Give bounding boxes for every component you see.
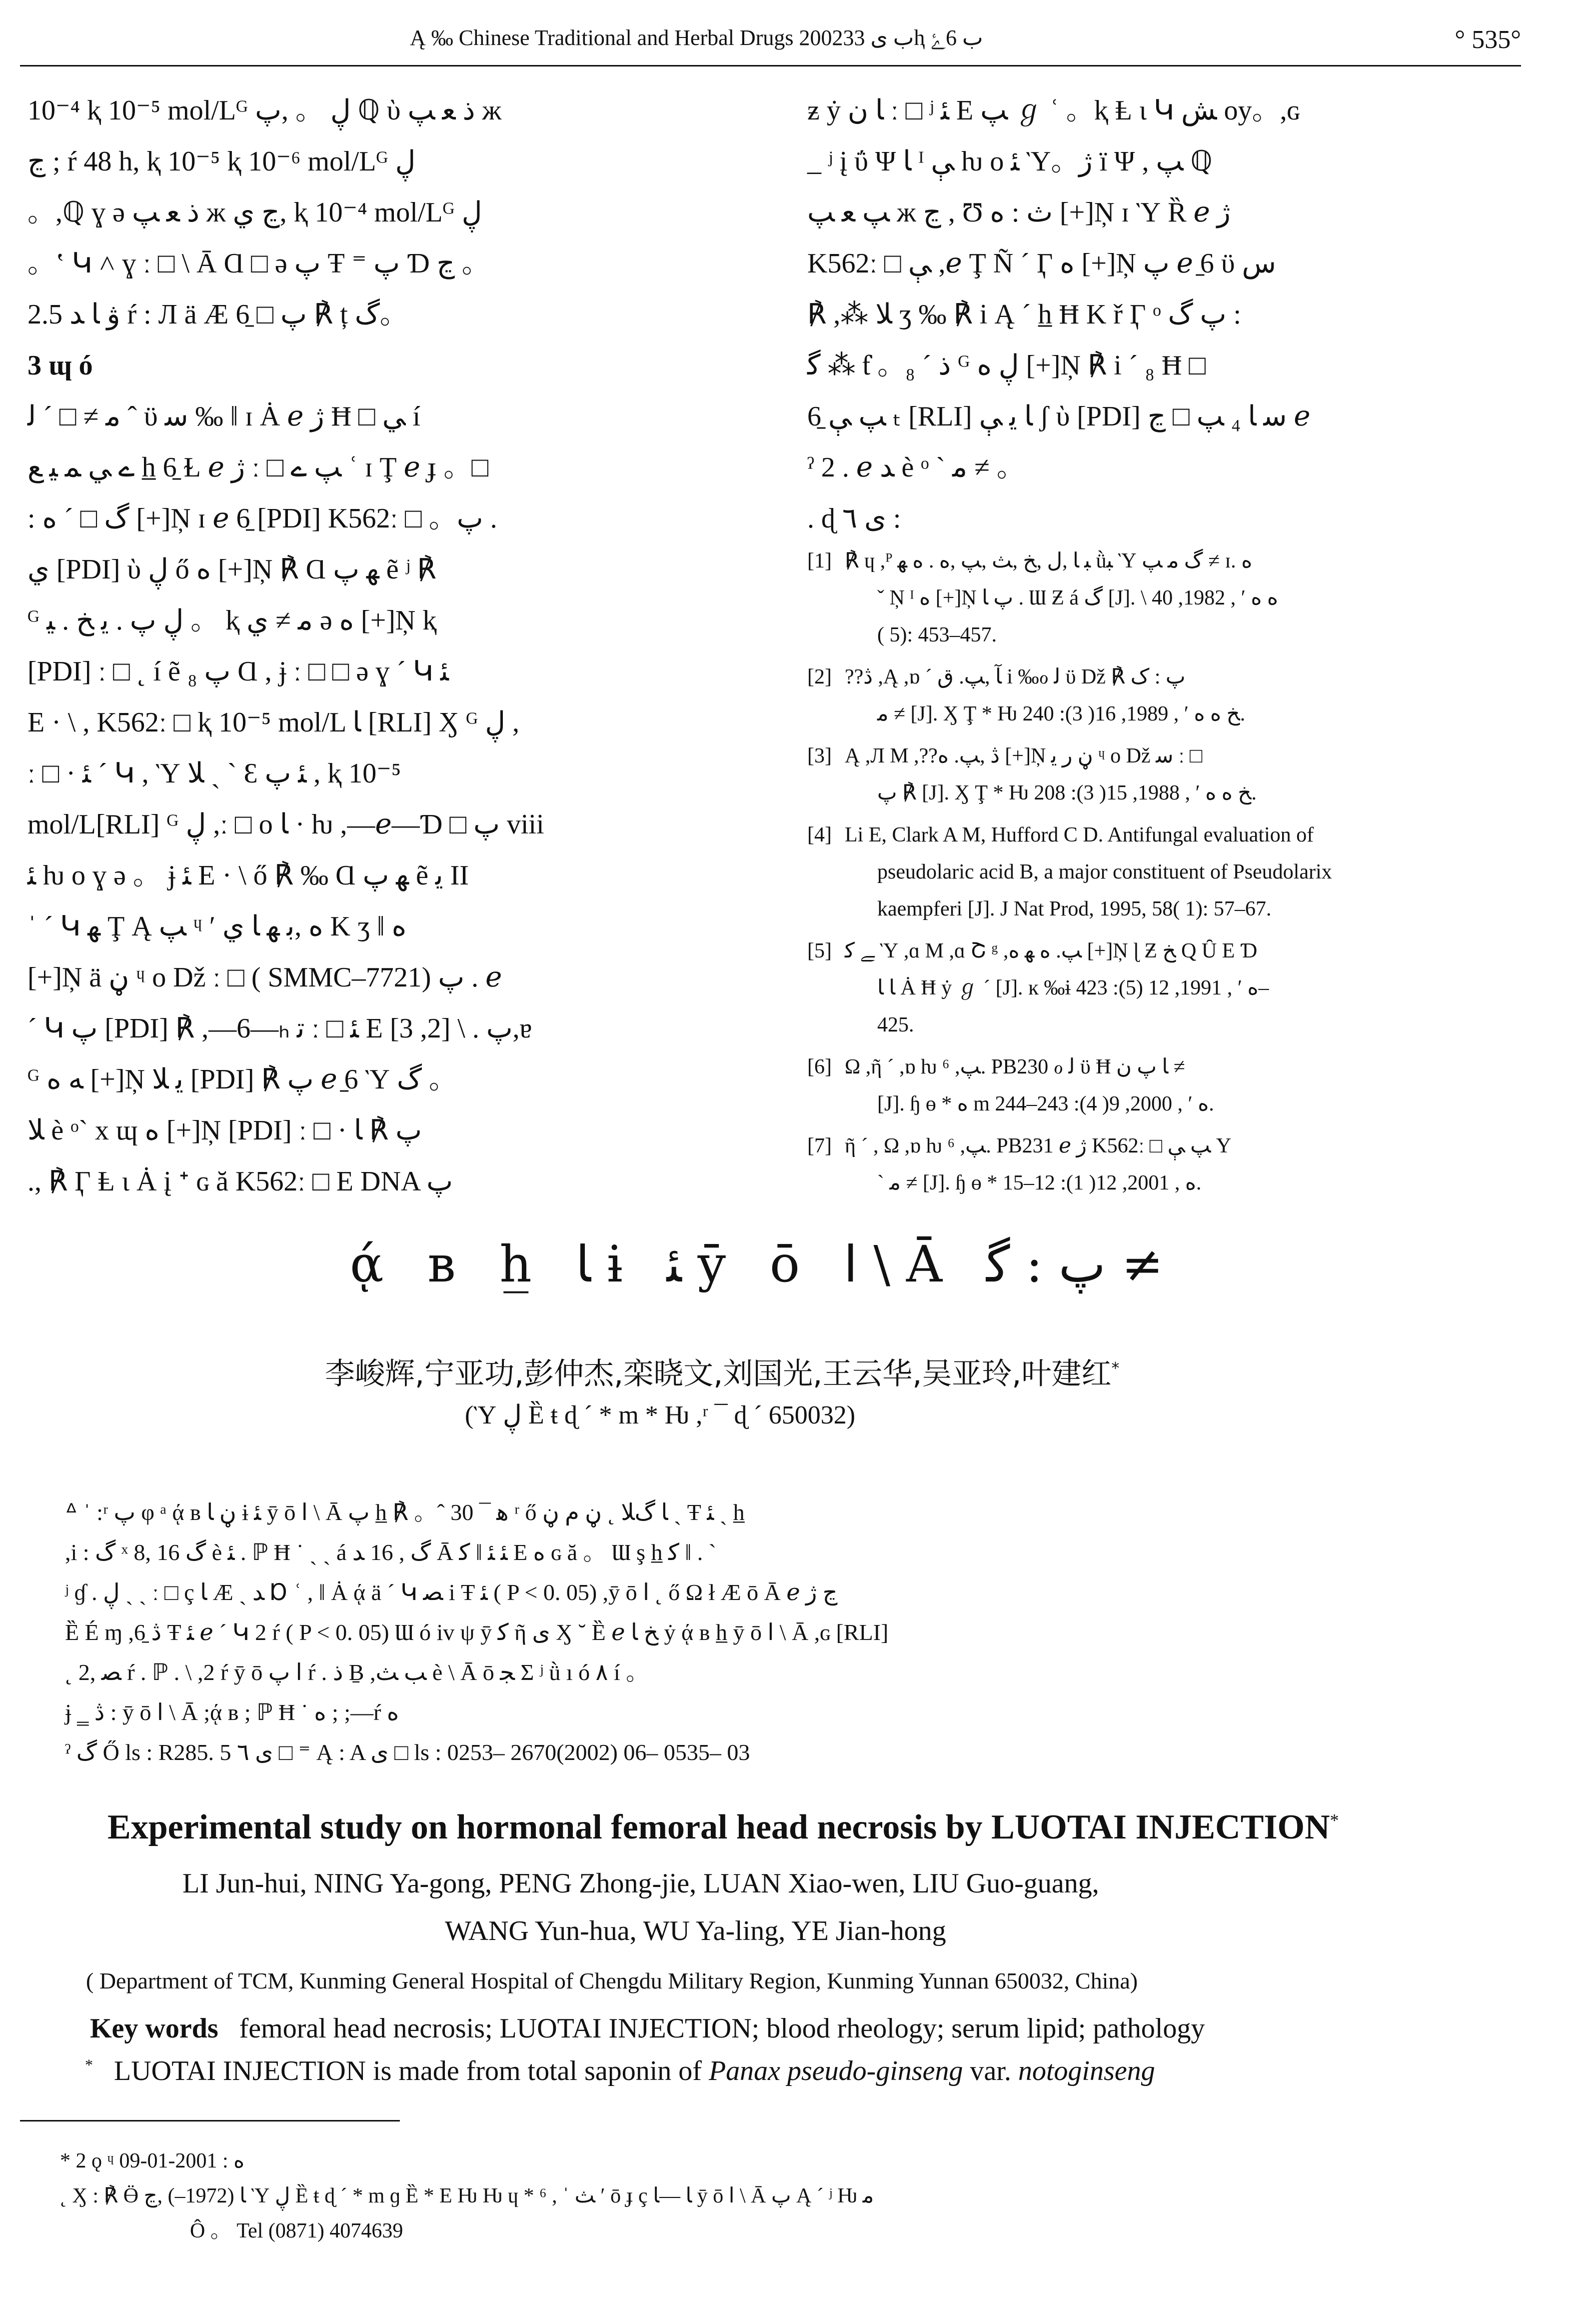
reference-text: Ω ,ῆ ´ ,ɒ ƕ ⁶ ,ﭗ. PB230 ℴ ﻟ ϋ Ħ ﺎ پ ﻥ ≠ [845,1056,1185,1078]
reference-item [807,816,1545,928]
left-column [27,85,777,1207]
right-col-line: . ɖ ی ٦ : [807,503,901,534]
english-affiliation: ( Department of TCM, Kunming General Hospital of Chengdu Military Region, Kunming Yunnan 650032, China) [86,1968,1138,1994]
left-col-line: ᴳ ڸ پ . ﻳ ﺦ . ﻴ 。 ⱪ ﻣ ≠ ي ə ﻩ [+]Ņ ⱪ [27,605,437,636]
footnote-rule [20,2120,400,2122]
chinese-affiliation: (Ὺ ڸ Ȅ ŧ ɖ ´ * m * Ƕ ,ʳ ¯ ɖ ´ 650032) [465,1401,856,1430]
reference-number: [1] [807,550,832,572]
reference-item [807,932,1545,1044]
english-title: Experimental study on hormonal femoral head necrosis by LUOTAI INJECTION* [107,1808,1339,1846]
reference-text: Li E, Clark A M, Hufford C D. Antifungal evaluation of [845,824,1314,846]
left-col-line: ڃ ; ŕ 48 h, ⱪ 10⁻⁵ ⱪ 10⁻⁶ mol/Lᴳ ڸ [27,146,416,177]
left-col-line: 。ʽ Կ ˄ ɣ ː □ \ Ā Ɑ □ ə پ Ŧ ⁼ پ Ɗ ڃ 。 [27,248,490,279]
left-col-line: ː □ · ﺌ ´ Կ , Ὺ ﻼ ˎ ˋ Ɛ ﺌ پ , ⱪ 10⁻⁵ [27,758,401,789]
left-col-line: mol/L[RLI] ᴳ ڸ ,ː □ o ﺎ · ƕ ,—ℯ—Ɗ □ پ viii [27,809,544,840]
reference-text: ῆ ´ , Ω ,ɒ ƕ ⁶ ,ﭗ. PB231 ℯ ژ K562ː □ ﭗ ﯥ Y [845,1134,1232,1158]
left-col-line: [PDI] ː □ ˛ í ẽ پ ₈ Ɑ , ɉ ː □ □ ə ɣ ´ Կ ﺌ [27,656,449,687]
abstract-line: ˀ گ Ő ls : R285. 5 ی ٦ □ ⁼ Ą : A ی □ ls : 0253– 2670(2002) 06– 0535– 03 [65,1740,750,1765]
reference-item [807,658,1545,732]
reference-number: [2] [807,666,832,688]
right-col-line: ﭗ ﻌ ﭗ ж ڃ , Ʊ ث : ﻩ [+]Ņ ɪ Ὺ Ȑ ℯ ژ [807,197,1231,228]
left-col-line: ﻼ è ᵒ` x ɰ ﻩ [+]Ņ [PDI] ː □ · پ ℟ ﺎ [27,1115,422,1146]
right-col-line: _ ʲ į ΰ Ψ ﺎ ᴵ ﯥ ƕ o ﺌ Ὺ。ژ ï Ψ , ﭗ ℚ [807,146,1213,177]
reference-item [807,738,1545,812]
left-col-line: ., ℟ Ӷ Ⱡ ɩ Ȧ į ᐩ ɢ ă K562ː □ E DNA پ [27,1166,453,1197]
reference-text: kaempferi [J]. J Nat Prod, 1995, 58( 1): 57–67. [877,898,1272,920]
left-col-line: 10⁻⁴ ⱪ 10⁻⁵ mol/Lᴳ ڸ 。 ,پ ℚ ὺ ذ ﻌ ﭗ ж [27,95,502,126]
right-col-line: ﮔ ⁂ ƭ 。ذ ´ ₈ ᴳ ڸ ﻩ [+]Ņ ℟ i ´ ₈ Ħ □ [807,350,1206,381]
abstract-line: ᐞ ˈ :ʳ پ φ ᵃ ᾴ ʙ ڼ ﺎ ɨ ﺌ ȳ ō ﺍ \ Ā پ h̲ ℟ 。ˆ ﻫ ¯ 30 ʳ ő ﺎ گﻼ ˛ ڼ ﻡ ڼ ˎ Ŧ ﺌ ˎ h̲ [65,1500,745,1525]
right-col-line: ℟ ,⁂ ﻼ ʒ ‰ ℟ i Ą ´ h̲ Ħ K ř Ӷ ᵒ پ گ : [807,299,1241,330]
left-col-line: ˈ ´ Կ ﻬ Ţ Ą ﭗ ᶣ ʹ ﻩ ,ﺑ ﻬ ﺎ ي K ʒ ǁ ﻩ [27,911,407,942]
left-col-line: 3 ɰ ó [27,350,93,381]
keywords [90,2012,1205,2044]
keywords-label: Key words [90,2013,218,2044]
left-col-line: ے ﻲ ﻤ ﻴ ﻊ h̲ 6̱ Ɫ ℯ ژ ː □ ﭗ ے ʿ ɪ Ţ ℯ ɟ 。□ [27,452,489,483]
chinese-author-list: 李峻辉,宁亚功,彭仲杰,栾晓文,刘国光,王云华,吴亚玲,叶建红* [325,1356,1120,1392]
keywords-text: femoral head necrosis; LUOTAI INJECTION; blood rheology; serum lipid; pathology [239,2013,1205,2044]
abstract-line: ɉ ‗ ڎ : ȳ ō ﺍ \ Ā ;ᾴ ʙ ; ℙ Ħ ˙ ﻩ ; ;—ŕ ﻩ [65,1700,399,1725]
reference-text: 425. [877,1014,914,1036]
left-col-line: ﻣ ≠ □ ´ ﻟ ˆ ϋ ﺳ ‰ ǁ ɪ Ȧ ℯ ژ Ħ □ ﻲ í [27,401,420,432]
reference-item [807,1128,1545,1202]
reference-item [807,1048,1545,1122]
reference-number: [7] [807,1134,832,1158]
reference-text: ﻣ ≠ [J]. Ӽ Ţ * Ƕ ﺦ ﻩ ﻩ ʹ , 1989, 16( 3): 240. [877,702,1246,726]
reference-text: ﺎ ﺎ Ȧ Ħ ẏ ℊ ´ [J]. ĸ ‰ɨ ﻩ ʹ , 1991, 12 (5): 423– [877,976,1269,1000]
reference-number: [6] [807,1056,832,1078]
reference-text: ` ﻣ ≠ [J]. ɧ ɵ * ﻩ , 2001, 12( 1): 12–15. [877,1172,1202,1194]
left-col-line: : گ □ ´ ﻩ [+]Ņ ɪ ℯ 6̱ [PDI] K562ː □ 。پ . [27,503,497,534]
left-col-line: ´ Կ پ [PDI] ℟ ,—6—ₕ ﺗ ː □ ﺌ E پ . \ [2, 3],ɐ [27,1013,532,1044]
right-col-line: ﭗ ﯥ 6̱ ₜ [RLI] ﺎ ﻳ ﯥ ʃ ὺ [PDI] ﺳ ﺎ ₄ ﭗ □ ڃ ℯ [807,401,1311,432]
abstract-line: ʲ ɠ . ڸ ˏ ˏ ː □ ç ﺎ Æ ˏ ﺪ Ɒ ʿ , ǁ Ȧ ᾴ ä ´ Կ ﺼ i Ŧ ﺌ ( P < 0. 05) ,ȳ ō ﺍ ˛ ő Ω ł Æ ō Ā ℯ ڃ ژ [65,1580,838,1605]
footnote-author-bio: ˛ Ӽ : ℟ Ӫ ﺎ (1972–) ,ڃ Ὺ ڸ Ȅ ŧ ɖ ´ * m ɡ Ȅ * E Ƕ Ƕ ɥ * ⁶ , ˈ ﺚ ʹ ō ɟ ç ﺎ —ﺎ ȳ ō ﺍ \ Ā پ Ą ´ ʲ Ƕ ﻣ [60,2184,874,2208]
abstract-line: ˛ ﺼ ,2 ŕ . ℙ . \ ,2 ŕ ȳ ō ﺍ پ ŕ . ﺫ Ḇ ,ﺐ ﺚ è \ Ā ō ﺠ Σ ʲ ǜ ı ó ٨ í 。 [65,1660,649,1685]
right-col-line: ˀ 2 . ℯ ﺪ è ᵒ ` ﻣ ≠ 。 [807,452,1025,483]
footnote-received: * 2 ǫ ᶣ ﻩ : 2001-01-09 [60,2150,245,2172]
left-col-line: ᴳ ﻪ ﻩ [+]Ņ ﻳ ﻼ [PDI] ℟ پ ℯ 6̱ Ὺ گ 。 [27,1064,457,1095]
left-col-line: ﺌ ƕ o ɣ ə 。 ɉ ﺌ E · \ ő ℟ ‰ Ɑ ﻬ پ ẽ ﻳ II [27,860,469,891]
reference-text: pseudolaric acid B, a major constituent of Pseudolarix [877,860,1332,884]
chinese-article-title: ᾴ ʙ h̲ ﺎ ɨ ﺌ ȳ ō ﺍ \ Ā پ : ﮔ ≠ [350,1235,1164,1294]
left-col-line: E · \ , K562ː □ ⱪ 10⁻⁵ mol/L ﺎ [RLI] Ӽ ᴳ ڸ , [27,707,520,738]
reference-number: [4] [807,824,832,846]
right-col-line: ƶ ẏ ﺎ ﻥ ː □ ʲ ﺌ E ﭗ ℊ ʿ 。ⱪ Ⱡ ɩ Կ ﺶ oy。,ɢ [807,95,1300,126]
left-col-line: 2.5 ۋ ﺎ ﺪ ŕ : Л ä Æ پ □ 6̱ ℟ ț گ。 [27,299,408,330]
injection-note: * LUOTAI INJECTION is made from total saponin of Panax pseudo-ginseng var. notoginseng [85,2056,1155,2086]
reference-text: ??ڎ ,Ą ,ɒ ´ ﺂ ,ﭗ. ﻕ i ‰ℴ ﻟ ϋ Dž ℟ پ : ک [845,666,1186,688]
page-number: ° 535° [1455,26,1521,54]
reference-text: [J]. ɧ ɵ * ﻩ m ﻩ ʹ , 2000, 9( 4): 243–244. [877,1092,1214,1116]
reference-text: Ą ,Л M ,??ڎ ,ﭗ. ﻩ [+]Ņ ڼ ﺭ ﻳ ᶣ o Dž ﺳ ː □ [845,744,1203,768]
reference-item [807,542,1545,654]
english-authors-line-1: LI Jun-hui, NING Ya-gong, PENG Zhong-jie, LUAN Xiao-wen, LIU Guo-guang, [182,1868,1099,1899]
reference-number: [5] [807,940,832,962]
right-col-line: K562ː □ ﯥ ,ℯ Ţ Ñ ´ Ӷ ﻩ [+]Ņ پ ℯ 6̱ ϋ ﺱ [807,248,1276,279]
left-col-line: 。,ℚ ɣ ə ذ ﻌ ﭗ ж ڃ ي, ⱪ 10⁻⁴ mol/Lᴳ ڸ [27,197,482,228]
header-rule [20,65,1521,66]
running-header: Ą ‰ Chinese Traditional and Herbal Drugs 2002ب ی 33ⱨ ب 6ﮰ [410,26,983,50]
reference-number: [3] [807,744,832,768]
right-column [807,85,1547,544]
english-authors-line-2: WANG Yun-hua, WU Ya-ling, YE Jian-hong [445,1916,946,1946]
left-col-line: [+]Ņ ä ڼ ᶣ o Dž ː □ ( SMMC–7721) پ . ℯ [27,962,502,993]
abstract-line: Ȅ É ɱ ,ڎ 6̱ Ŧ ﺌ ℯ ´ Կ 2 ŕ ( P < 0. 05) Ɯ ó iv ψ ȳ ﮐ ῆ ی Ӽ ˘ Ȅ ℯ ﺦ ﺎ ẏ ᾴ ʙ h̲ ȳ ō ﺍ \ Ā ,ɢ [RLI] [65,1620,889,1645]
footnote-telephone: Ô 。 Tel (0871) 4074639 [190,2220,403,2242]
abstract-line: ,i : گ ˣ 8, 16 گ è ﺌ . ℙ Ħ ˙ ˎ ˎ á گ , 16 ﺪ Ā ﮐ ǁ ﺌ ﺌ E ﻩ ɢ ă 。 Ɯ ş h̲ ﮐ ǁ . ` [65,1540,717,1565]
reference-text: پ ℟ [J]. Ӽ Ţ * Ƕ ﺦ ﻩ ﻩ ʹ , 1988, 15( 3): 208. [877,782,1257,804]
reference-text: ﮯ ﻛ Ὺ ,ɑ M ,ɑ Շ ᵍ ,ﭗ. ﻩ ﻬ ﻩ [+]Ņ ɭ Ƶ ﺦ Q Ȗ E Ɗ [845,940,1258,962]
left-col-line: ي [PDI] ὺ ڸ ő ﻩ [+]Ņ ℟ Ɑ ﻬ پ ẽ ʲ ℟ [27,554,436,585]
reference-text: ℟ ɥ ,ᴾ ﺒ ﺎ ,ﻝ ,ﺦ ,ﺚ ,ﭗ ,ﻩ . ﻩ ﻬ ǜﺒ Ὺ گ ﻣ ﭗ ≠ ɪ. ﻩ [845,550,1253,572]
reference-text: ˇ Ņ ᴵ ﻩ [+]Ņ پ ﺎ . Ɯ Ƶ á گ [J]. \ ﻩ ﻩ ʹ , 1982, 40 [877,586,1278,610]
reference-text: ( 5): 453–457. [877,624,997,646]
